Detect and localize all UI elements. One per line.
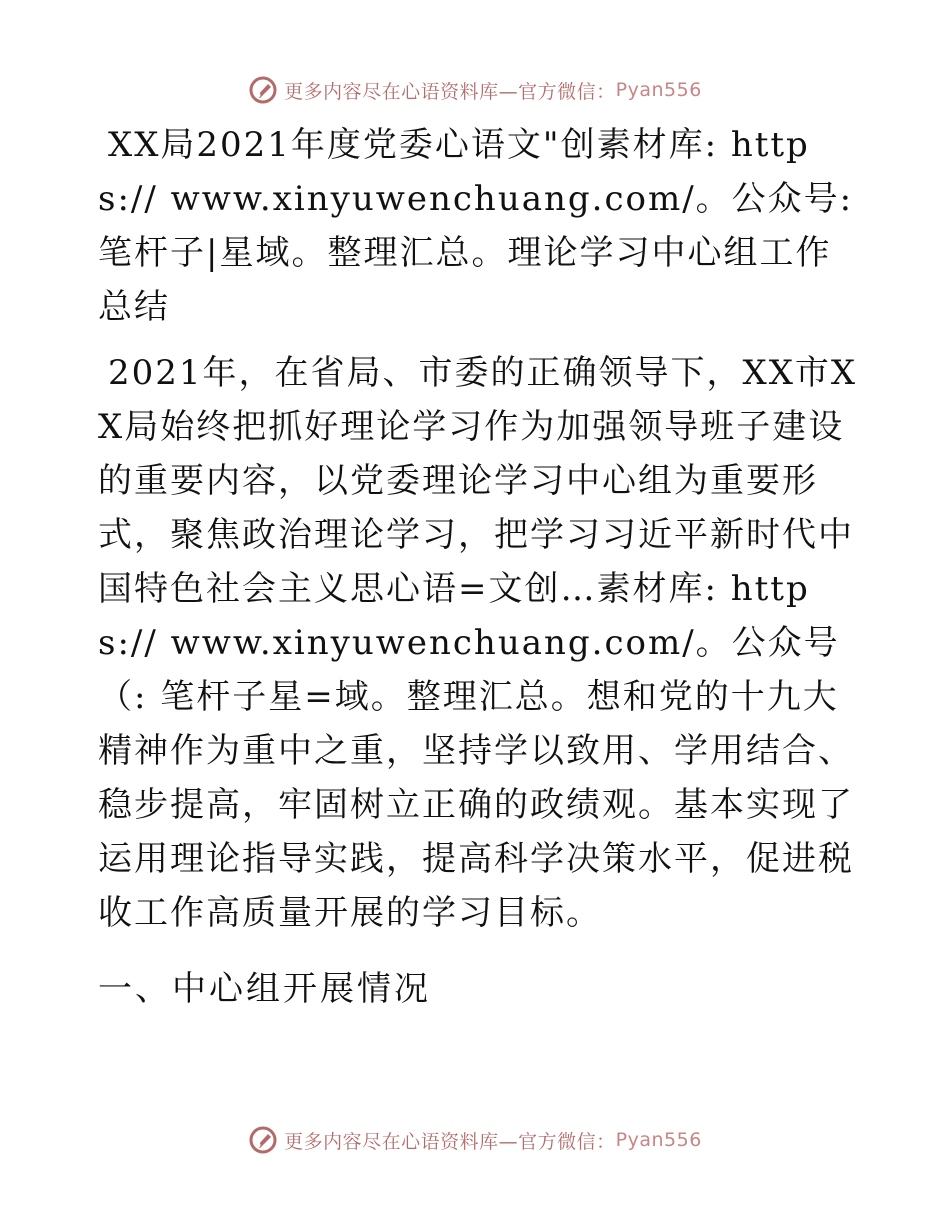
- pen-circle-logo-icon: [248, 75, 278, 105]
- section-heading: 一、中心组开展情况: [98, 969, 431, 1009]
- paragraph-text: XX局2021年度党委心语文"创素材库: https:// www.xinyuwenchuang.com/。公众号: 笔杆子|星域。整理汇总。理论学习中心组工作总结: [98, 125, 854, 327]
- paragraph-title: [98, 118, 858, 334]
- watermark-wechat-id: Pyan556: [615, 1129, 702, 1151]
- paragraph-text: 2021年，在省局、市委的正确领导下，XX市XX局始终把抓好理论学习作为加强领导班子建设的重要内容，以党委理论学习中心组为重要形式，聚焦政治理论学习，把学习习近平新时代中国特色社会主义思心语=文创…素材库: https:// www.xinyuwenchuang.com/。公众号（: 笔杆子星=域。整理汇总。想和党的十九大精神作为重中之重，坚持学以致用、学用结合、稳步提高，牢固树立正确的政绩观。基本实现了运用理论指导实践，提高科学决策水平，促进税收工作高质量开展的学习目标。: [98, 353, 858, 933]
- watermark-text: 更多内容尽在心语资料库—官方微信：: [284, 80, 616, 103]
- paragraph-intro: [98, 346, 858, 940]
- watermark-text: 更多内容尽在心语资料库—官方微信：: [284, 1130, 616, 1153]
- pen-circle-logo-icon: [248, 1125, 278, 1155]
- watermark-wechat-id: Pyan556: [615, 79, 702, 101]
- header-watermark: [0, 70, 950, 110]
- document-body: [98, 118, 858, 1016]
- footer-watermark: [0, 1120, 950, 1160]
